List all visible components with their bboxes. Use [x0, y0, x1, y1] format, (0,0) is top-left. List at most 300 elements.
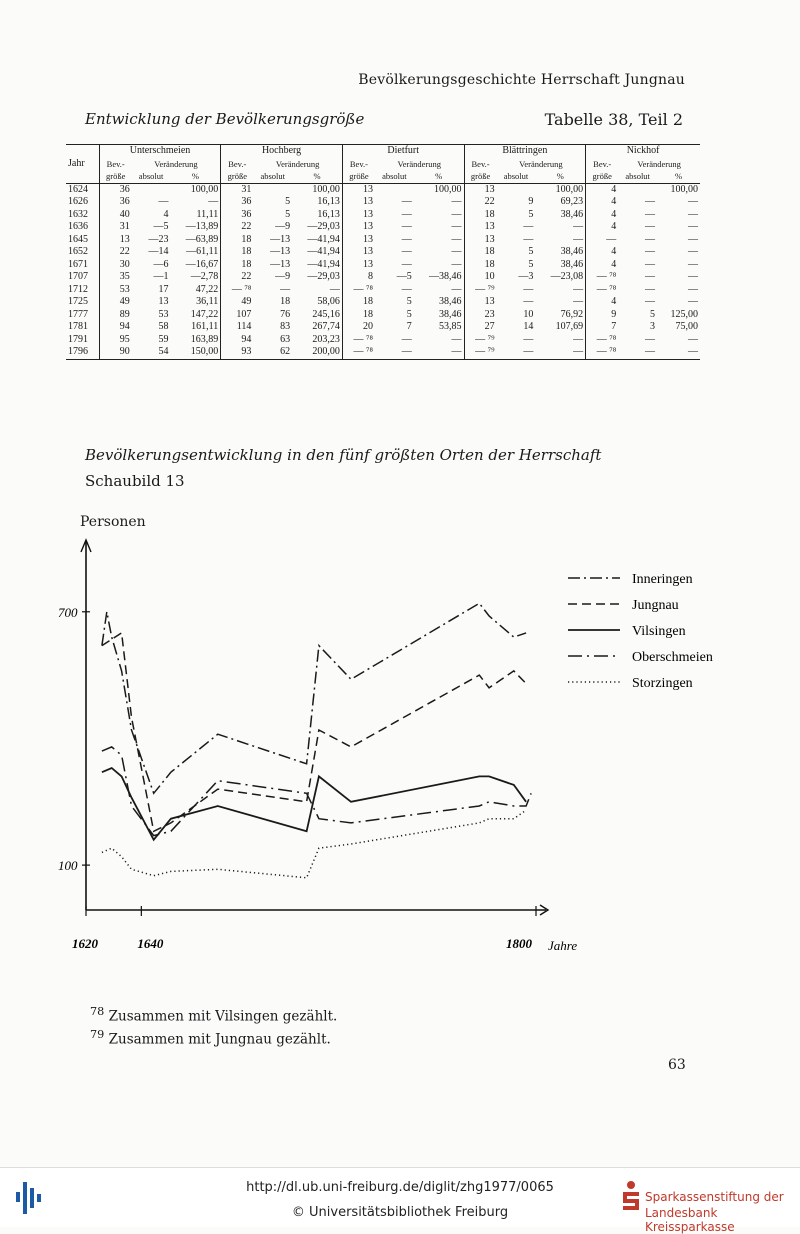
table-cell: — — [645, 246, 656, 258]
table-cell: — — [645, 271, 656, 283]
table-cell: 16,13 — [317, 196, 340, 208]
footnote: $^{79}$ Zusammen mit Jungnau gezählt. — [90, 1027, 331, 1047]
table-cell: 31 — [99, 221, 131, 234]
series-line-storzingen — [102, 810, 526, 878]
table-cell: — — [451, 233, 462, 245]
table-cell: 59 — [158, 333, 169, 345]
sub-header: Bev.- — [221, 158, 254, 171]
sub-header: Veränderung — [154, 158, 198, 169]
table-cell: — — [645, 221, 656, 233]
y-tick-label: 700 — [58, 604, 78, 620]
table-cell: 17 — [158, 283, 169, 295]
sub-header: Bev.- — [342, 158, 375, 171]
table-cell: —13 — [270, 258, 291, 270]
table-cell: — — [535, 346, 585, 359]
sub-header: größe — [99, 170, 131, 183]
table-cell: 75,00 — [675, 321, 698, 333]
table-cell: — — [451, 258, 462, 270]
table-cell: —6 — [153, 258, 169, 270]
table-cell: 76 — [280, 308, 291, 320]
table-row — [66, 246, 700, 259]
year-cell: 1645 — [68, 233, 88, 245]
table-cell: — — [688, 296, 698, 308]
table-cell: — ⁷⁸ — [221, 284, 254, 297]
table-cell: 245,16 — [312, 308, 340, 320]
table-cell: 9 — [586, 309, 619, 322]
table-cell: 38,46 — [560, 208, 584, 220]
table-cell: — ⁷⁹ — [464, 346, 497, 359]
table-cell: — — [645, 283, 656, 295]
table-cell: — — [573, 283, 584, 295]
table-cell: — — [645, 296, 656, 308]
table-cell — [375, 183, 414, 196]
legend-label: Inneringen — [632, 572, 693, 587]
table-row — [66, 334, 700, 347]
table-cell: 150,00 — [170, 346, 220, 359]
table-cell: —41,94 — [307, 246, 340, 258]
table-cell: 94 — [221, 334, 254, 347]
legend-label: Storzingen — [632, 676, 693, 691]
table-row — [66, 321, 700, 334]
table-cell: 7 — [406, 321, 412, 333]
table-cell: — — [401, 208, 412, 220]
table-row — [66, 209, 700, 222]
table-cell: 35 — [99, 271, 131, 284]
table-cell: — — [645, 258, 656, 270]
table-cell: 125,00 — [670, 308, 698, 320]
table-cell: 58 — [158, 321, 169, 333]
sub-header: größe — [221, 170, 254, 183]
table-cell: 49 — [99, 296, 131, 309]
table-cell: —5 — [153, 221, 169, 233]
table-cell: — ⁷⁸ — [586, 346, 619, 359]
table-cell: — — [523, 221, 534, 233]
table-cell: — — [451, 283, 462, 295]
table-cell: — — [401, 333, 412, 345]
table-cell — [497, 183, 536, 196]
year-cell: 1671 — [68, 258, 88, 270]
sub-header: absolut — [503, 171, 529, 181]
table-cell: 13 — [342, 246, 375, 259]
table-cell: —61,11 — [186, 246, 219, 258]
table-row — [66, 259, 700, 272]
sub-header: größe — [342, 170, 375, 183]
year-cell: 1791 — [68, 333, 88, 345]
table-cell: 9 — [528, 196, 534, 208]
table-cell: 22 — [221, 221, 254, 234]
year-cell: 1624 — [68, 183, 88, 195]
series-line-inneringen — [102, 603, 526, 793]
table-cell: 14 — [523, 321, 534, 333]
table-cell: 107 — [221, 309, 254, 322]
table-cell: — — [401, 221, 412, 233]
table-cell: 100,00 — [434, 183, 462, 195]
table-cell: — ⁷⁹ — [464, 284, 497, 297]
sub-header: % — [191, 171, 199, 181]
table-cell: 10 — [523, 308, 534, 320]
table-row — [66, 183, 700, 196]
group-header: Blättringen — [464, 145, 586, 158]
table-cell: 93 — [221, 346, 254, 359]
table-cell: —2,78 — [190, 271, 219, 283]
table-cell: 13 — [464, 296, 497, 309]
table-cell: — — [688, 246, 698, 258]
sub-header: % — [674, 171, 683, 181]
year-header: Jahr — [68, 157, 85, 169]
y-axis-title: Personen — [80, 514, 146, 530]
table-cell: — — [688, 333, 698, 345]
table-cell: — — [401, 283, 412, 295]
table-row — [66, 234, 700, 247]
sub-header: % — [313, 171, 321, 181]
table-cell: 63 — [280, 333, 291, 345]
table-cell: 18 — [342, 309, 375, 322]
table-cell: 36 — [221, 196, 254, 209]
table-cell: —23,08 — [550, 271, 584, 283]
sub-header: Bev.- — [464, 158, 497, 171]
sub-header: absolut — [260, 171, 285, 181]
sub-header: Veränderung — [275, 158, 320, 169]
table-cell: — — [645, 233, 656, 245]
table-cell: —38,46 — [429, 271, 462, 283]
sub-header: Veränderung — [637, 158, 681, 169]
table-cell: — — [688, 283, 698, 295]
table-cell: — — [645, 333, 656, 345]
table-cell: — — [208, 196, 219, 208]
table-cell: — ⁷⁸ — [342, 334, 375, 347]
sub-header: Veränderung — [397, 158, 441, 169]
table-cell: —16,67 — [185, 258, 219, 270]
table-cell: 53,85 — [439, 321, 462, 333]
population-chart — [0, 530, 800, 960]
table-row — [66, 309, 700, 322]
year-cell: 1712 — [68, 283, 88, 295]
table-cell: — ⁷⁸ — [342, 346, 375, 359]
y-tick-label: 100 — [58, 858, 78, 874]
table-row — [66, 196, 700, 209]
table-cell: 49 — [221, 296, 254, 309]
group-header: Dietfurt — [342, 145, 464, 158]
table-cell: 38,46 — [560, 246, 584, 258]
table-cell: 89 — [99, 309, 131, 322]
table-cell: — — [497, 346, 536, 359]
table-cell: — — [573, 333, 584, 345]
table-title: Entwicklung der Bevölkerungsgröße — [85, 110, 365, 128]
table-cell: 100,00 — [190, 183, 219, 195]
table-cell: 200,00 — [292, 346, 342, 359]
table-cell: — — [688, 221, 698, 233]
table-cell: 22 — [221, 271, 254, 284]
x-tick-label: 1640 — [137, 936, 164, 951]
table-cell: 3 — [650, 321, 656, 333]
sub-header: größe — [586, 170, 619, 183]
table-cell: — ⁷⁸ — [342, 284, 375, 297]
table-cell: — — [158, 196, 169, 208]
legend-label: Jungnau — [632, 598, 679, 613]
table-cell: 4 — [586, 196, 619, 209]
table-cell: — — [523, 283, 534, 295]
table-cell: — — [401, 246, 412, 258]
page-number: 63 — [668, 1057, 686, 1073]
table-cell: 69,23 — [560, 196, 584, 208]
table-cell: —1 — [153, 271, 169, 283]
table-cell: 13 — [342, 221, 375, 234]
table-cell: 11,11 — [196, 208, 219, 220]
table-cell: —23 — [148, 233, 169, 245]
population-table — [66, 144, 700, 360]
table-cell: — ⁷⁸ — [586, 284, 619, 297]
table-cell: 4 — [163, 208, 169, 220]
table-cell: — — [280, 283, 291, 295]
table-cell: 18 — [342, 296, 375, 309]
table-cell: 20 — [342, 321, 375, 334]
table-cell: 5 — [406, 296, 412, 308]
table-row — [66, 346, 700, 359]
table-cell: 58,06 — [317, 296, 340, 308]
table-cell: — — [688, 233, 698, 245]
table-cell: — — [401, 258, 412, 270]
table-cell: 38,46 — [560, 258, 584, 270]
table-cell: 18 — [221, 246, 254, 259]
table-cell: 4 — [586, 246, 619, 259]
table-cell: 22 — [99, 246, 131, 259]
table-cell: 203,23 — [312, 333, 340, 345]
sparkasse-logo-icon — [620, 1180, 642, 1212]
table-cell: — — [523, 233, 534, 245]
table-cell: 147,22 — [190, 308, 219, 320]
table-cell — [132, 183, 171, 196]
table-cell: — — [523, 333, 534, 345]
table-cell: 8 — [342, 271, 375, 284]
sub-header: absolut — [138, 171, 164, 181]
table-cell: —9 — [275, 271, 291, 283]
table-cell: — — [523, 296, 534, 308]
table-row — [66, 296, 700, 309]
chart-title: Bevölkerungsentwicklung in den fünf größten Orten der Herrschaft — [85, 446, 602, 464]
table-cell: — — [618, 346, 657, 359]
table-cell: —29,03 — [307, 271, 340, 283]
table-cell: 5 — [528, 246, 534, 258]
table-cell: —14 — [148, 246, 169, 258]
table-cell: — — [688, 271, 698, 283]
table-cell: — — [688, 208, 698, 220]
table-cell: 47,22 — [195, 283, 219, 295]
table-cell: 18 — [464, 259, 497, 272]
table-cell: 53 — [99, 284, 131, 297]
table-cell: — — [329, 283, 340, 295]
table-cell: 90 — [99, 346, 131, 359]
table-cell: 13 — [342, 183, 375, 196]
x-tick-label: 1800 — [506, 936, 532, 951]
table-cell: —13 — [270, 246, 291, 258]
year-cell: 1632 — [68, 208, 88, 220]
table-row — [66, 284, 700, 297]
footnote: $^{78}$ Zusammen mit Vilsingen gezählt. — [90, 1005, 338, 1025]
table-cell: — — [645, 196, 656, 208]
table-cell: 54 — [132, 346, 171, 359]
sponsor-line: Landesbank Kreissparkasse — [645, 1206, 735, 1234]
table-cell: — — [586, 234, 619, 247]
sub-header: % — [556, 171, 564, 181]
chart-subtitle: Schaubild 13 — [85, 472, 185, 490]
table-cell: —41,94 — [307, 233, 340, 245]
table-cell: 13 — [99, 234, 131, 247]
group-header: Unterschmeien — [99, 145, 220, 158]
table-cell: 13 — [342, 259, 375, 272]
table-cell: —63,89 — [185, 233, 219, 245]
year-cell: 1652 — [68, 246, 88, 258]
year-cell: 1781 — [68, 321, 88, 333]
sub-header: größe — [464, 170, 497, 183]
table-cell: — — [451, 208, 462, 220]
table-cell: 5 — [285, 196, 291, 208]
sub-header: Bev.- — [586, 158, 619, 171]
table-cell: 13 — [342, 209, 375, 222]
sub-header: % — [435, 171, 443, 181]
table-cell: 5 — [650, 308, 656, 320]
table-cell: — — [451, 246, 462, 258]
source-link[interactable]: http://dl.ub.uni-freiburg.de/diglit/zhg1977/0065 — [246, 1180, 554, 1195]
table-cell: 4 — [586, 296, 619, 309]
table-cell: — — [573, 221, 584, 233]
table-cell: — — [688, 196, 698, 208]
footnotes — [90, 1003, 337, 1048]
table-cell: 83 — [280, 321, 291, 333]
table-cell: 18 — [280, 296, 291, 308]
table-cell: 36,11 — [196, 296, 219, 308]
table-cell: — — [657, 346, 700, 359]
table-cell: — — [688, 258, 698, 270]
series-line-vilsingen — [102, 768, 526, 840]
legend-label: Oberschmeien — [632, 650, 713, 665]
table-cell: —41,94 — [307, 258, 340, 270]
table-cell: 94 — [99, 321, 131, 334]
table-cell: 36 — [99, 183, 131, 196]
table-cell: — — [451, 221, 462, 233]
table-cell: 10 — [464, 271, 497, 284]
table-cell: 62 — [253, 346, 292, 359]
table-cell: 40 — [99, 209, 131, 222]
table-cell: 22 — [464, 196, 497, 209]
table-cell: 18 — [464, 209, 497, 222]
table-cell — [253, 183, 292, 196]
sponsor-line: Sparkassenstiftung der — [645, 1190, 784, 1204]
sub-header: absolut — [625, 171, 650, 181]
sub-header: Veränderung — [519, 158, 563, 169]
year-cell: 1636 — [68, 221, 88, 233]
table-cell: 13 — [464, 183, 497, 196]
table-cell: 7 — [586, 321, 619, 334]
table-cell: 36 — [99, 196, 131, 209]
table-cell: 5 — [528, 208, 534, 220]
group-header: Hochberg — [221, 145, 343, 158]
table-cell: 100,00 — [670, 183, 698, 195]
table-cell — [618, 183, 657, 196]
table-cell: —9 — [275, 221, 291, 233]
table-cell: — — [573, 233, 584, 245]
table-number: Tabelle 38, Teil 2 — [544, 110, 683, 129]
table-cell: 100,00 — [312, 183, 340, 195]
table-cell: 38,46 — [439, 308, 462, 320]
year-cell: 1796 — [66, 346, 99, 359]
table-cell: 107,69 — [555, 321, 584, 333]
table-cell: —13 — [270, 233, 291, 245]
table-cell: — — [414, 346, 464, 359]
table-cell: 5 — [528, 258, 534, 270]
table-cell: 4 — [586, 209, 619, 222]
table-cell: — ⁷⁸ — [586, 271, 619, 284]
table-row — [66, 271, 700, 284]
legend-label: Vilsingen — [632, 624, 686, 639]
table-cell: — — [401, 196, 412, 208]
table-cell: 18 — [221, 234, 254, 247]
year-cell: 1707 — [68, 271, 88, 283]
table-cell: —29,03 — [307, 221, 340, 233]
copyright-notice: © Universitätsbibliothek Freiburg — [291, 1205, 509, 1220]
table-cell: 13 — [342, 234, 375, 247]
sub-header: Bev.- — [99, 158, 131, 171]
table-row — [66, 221, 700, 234]
year-cell: 1777 — [68, 308, 88, 320]
year-cell: 1626 — [68, 196, 88, 208]
table-cell: 38,46 — [439, 296, 462, 308]
table-cell: —5 — [396, 271, 412, 283]
table-cell: 95 — [99, 334, 131, 347]
table-cell: — — [451, 196, 462, 208]
table-cell: 4 — [586, 259, 619, 272]
table-cell: 163,89 — [190, 333, 219, 345]
table-cell: 114 — [221, 321, 254, 334]
table-cell: 27 — [464, 321, 497, 334]
table-cell: — ⁷⁸ — [586, 334, 619, 347]
table-cell: — — [375, 346, 414, 359]
table-cell: 4 — [586, 183, 619, 196]
table-cell: 267,74 — [312, 321, 340, 333]
table-cell: 18 — [221, 259, 254, 272]
table-cell: 18 — [464, 246, 497, 259]
table-cell: — — [645, 208, 656, 220]
series-line-oberschmeien — [102, 747, 531, 836]
table-cell: 13 — [342, 196, 375, 209]
table-cell: 36 — [221, 209, 254, 222]
table-cell: 13 — [158, 296, 169, 308]
table-cell: 13 — [464, 221, 497, 234]
table-cell: — — [401, 233, 412, 245]
table-cell: 30 — [99, 259, 131, 272]
table-cell: — — [451, 333, 462, 345]
sub-header: absolut — [382, 171, 407, 181]
table-cell: 5 — [406, 308, 412, 320]
table-cell: 100,00 — [555, 183, 584, 195]
table-cell: 161,11 — [191, 321, 219, 333]
table-cell: — ⁷⁹ — [464, 334, 497, 347]
table-cell: 31 — [221, 183, 254, 196]
table-cell: —3 — [518, 271, 534, 283]
group-header: Nickhof — [586, 145, 700, 158]
x-tick-label: 1620 — [72, 936, 98, 951]
year-cell: 1725 — [68, 296, 88, 308]
table-cell: 4 — [586, 221, 619, 234]
table-cell: 5 — [285, 208, 291, 220]
table-cell: —13,89 — [185, 221, 219, 233]
x-axis-title: Jahre — [548, 938, 578, 953]
running-head: Bevölkerungsgeschichte Herrschaft Jungnau — [358, 72, 685, 88]
table-cell: 23 — [464, 309, 497, 322]
table-cell: 76,92 — [560, 308, 584, 320]
table-cell: 53 — [158, 308, 169, 320]
table-cell: 13 — [464, 234, 497, 247]
table-cell: — — [573, 296, 584, 308]
